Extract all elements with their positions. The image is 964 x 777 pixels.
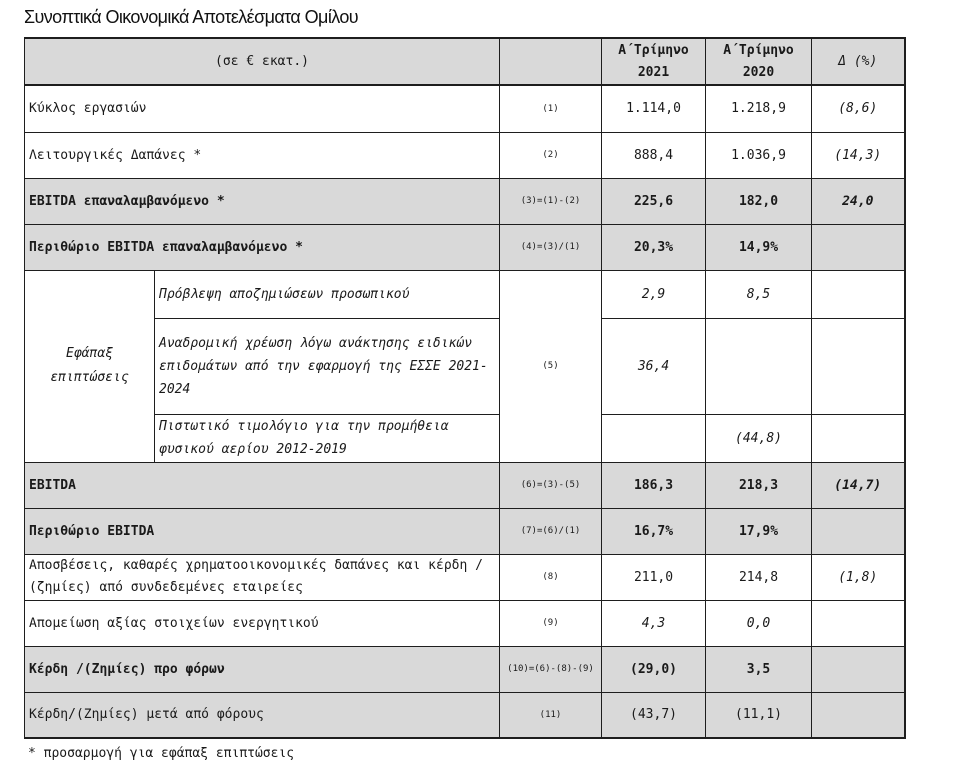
row-label: Αποσβέσεις, καθαρές χρηματοοικονομικές δαπάνες και κέρδη / (ζημίες) από συνδεδεμένες εταιρείες: [25, 554, 500, 600]
value-delta: (14,3): [812, 132, 905, 178]
value-delta: [812, 414, 905, 462]
row-note: (6)=(3)-(5): [500, 462, 602, 508]
table-row-impairment: [25, 600, 905, 646]
delta-header: Δ (%): [812, 38, 905, 85]
value-delta: 24,0: [812, 178, 905, 224]
value-2020: 8,5: [706, 270, 812, 318]
unit-header: (σε € εκατ.): [25, 38, 500, 85]
value-2020: [706, 318, 812, 414]
col-2020-header: [706, 38, 812, 85]
value-2020: (11,1): [706, 692, 812, 738]
value-2020: 214,8: [706, 554, 812, 600]
row-note: (4)=(3)/(1): [500, 224, 602, 270]
value-2021: (29,0): [602, 646, 706, 692]
row-note: (1): [500, 85, 602, 132]
value-2021: 20,3%: [602, 224, 706, 270]
financial-results-table: [24, 37, 906, 739]
row-note: (2): [500, 132, 602, 178]
row-note: (10)=(6)-(8)-(9): [500, 646, 602, 692]
value-delta: [812, 224, 905, 270]
value-2021: 36,4: [602, 318, 706, 414]
header-row: [25, 38, 905, 85]
value-2020: 218,3: [706, 462, 812, 508]
row-label: Λειτουργικές Δαπάνες *: [25, 132, 500, 178]
value-2021: 888,4: [602, 132, 706, 178]
one-off-label: Πρόβλεψη αποζημιώσεων προσωπικού: [155, 270, 500, 318]
col-2020-year: 2020: [742, 64, 775, 80]
one-offs-group-label: Εφάπαξ επιπτώσεις: [25, 270, 155, 462]
page-title: Συνοπτικά Οικονομικά Αποτελέσματα Ομίλου: [24, 7, 358, 27]
col-2021-year: 2021: [637, 64, 670, 80]
value-2021: 211,0: [602, 554, 706, 600]
value-2021: 225,6: [602, 178, 706, 224]
value-delta: [812, 692, 905, 738]
row-label: Περιθώριο EBITDA επαναλαμβανόμενο *: [25, 224, 500, 270]
row-label: EBITDA επαναλαμβανόμενο *: [25, 178, 500, 224]
table-row-ebitda-recurring: [25, 178, 905, 224]
col-2021-header: [602, 38, 706, 85]
value-2020: (44,8): [706, 414, 812, 462]
value-delta: [812, 600, 905, 646]
one-off-label: Πιστωτικό τιμολόγιο για την προμήθεια φυσικού αερίου 2012-2019: [155, 414, 500, 462]
value-2021: (43,7): [602, 692, 706, 738]
footnote: * προσαρμογή για εφάπαξ επιπτώσεις: [28, 746, 295, 761]
value-2021: 16,7%: [602, 508, 706, 554]
value-2020: 1.218,9: [706, 85, 812, 132]
value-2020: 1.036,9: [706, 132, 812, 178]
row-label: Απομείωση αξίας στοιχείων ενεργητικού: [25, 600, 500, 646]
value-2020: 182,0: [706, 178, 812, 224]
row-note: (11): [500, 692, 602, 738]
one-offs-note: (5): [500, 270, 602, 462]
table-row-one-off-3: [25, 414, 905, 462]
value-delta: [812, 508, 905, 554]
table-row-depreciation: [25, 554, 905, 600]
col-2021-period: Α΄Τρίμηνο: [618, 42, 689, 58]
table-row-ebt: [25, 646, 905, 692]
value-2021: 1.114,0: [602, 85, 706, 132]
value-2021: 2,9: [602, 270, 706, 318]
value-2021: [602, 414, 706, 462]
note-header: [500, 38, 602, 85]
table-row-one-off-1: [25, 270, 905, 318]
table-row-ebitda: [25, 462, 905, 508]
value-delta: (8,6): [812, 85, 905, 132]
value-delta: [812, 318, 905, 414]
value-2020: 0,0: [706, 600, 812, 646]
table-row-ebitda-margin: [25, 508, 905, 554]
col-2020-period: Α΄Τρίμηνο: [723, 42, 794, 58]
row-note: (9): [500, 600, 602, 646]
value-2021: 186,3: [602, 462, 706, 508]
value-2021: 4,3: [602, 600, 706, 646]
row-note: (3)=(1)-(2): [500, 178, 602, 224]
row-label: Κύκλος εργασιών: [25, 85, 500, 132]
table-row-revenue: [25, 85, 905, 132]
row-label: EBITDA: [25, 462, 500, 508]
value-delta: [812, 270, 905, 318]
value-2020: 3,5: [706, 646, 812, 692]
row-label: Περιθώριο EBITDA: [25, 508, 500, 554]
row-note: (8): [500, 554, 602, 600]
value-delta: [812, 646, 905, 692]
table-row-net: [25, 692, 905, 738]
row-label: Κέρδη/(Ζημίες) μετά από φόρους: [25, 692, 500, 738]
table-row-opex: [25, 132, 905, 178]
value-delta: (14,7): [812, 462, 905, 508]
value-2020: 17,9%: [706, 508, 812, 554]
value-delta: (1,8): [812, 554, 905, 600]
table-row-one-off-2: [25, 318, 905, 414]
table-row-ebitda-margin-recurring: [25, 224, 905, 270]
row-note: (7)=(6)/(1): [500, 508, 602, 554]
one-off-label: Αναδρομική χρέωση λόγω ανάκτησης ειδικών επιδομάτων από την εφαρμογή της ΕΣΣΕ 2021-2024: [155, 318, 500, 414]
value-2020: 14,9%: [706, 224, 812, 270]
row-label: Κέρδη /(Ζημίες) προ φόρων: [25, 646, 500, 692]
